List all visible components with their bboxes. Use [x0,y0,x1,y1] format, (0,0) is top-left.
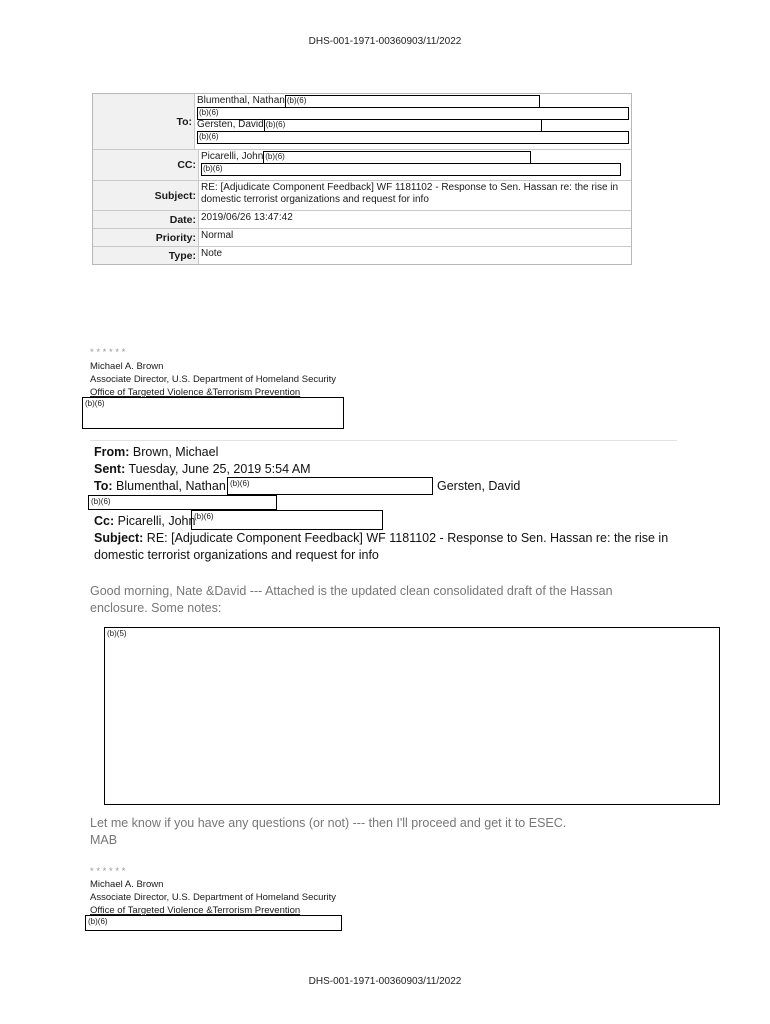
to-name-2: Gersten, David [197,119,264,130]
priority-value: Normal [201,230,234,241]
signature-stars: * * * * * * [90,866,126,877]
to-name-1: Blumenthal, Nathan [116,479,226,493]
signature-title: Associate Director, U.S. Department of Homeland Security [90,892,337,903]
from-label: From: [94,445,130,459]
redaction-box: (b)(6) [264,119,542,132]
type-label: Type: [93,247,199,264]
cc-name: Picarelli, John [201,151,264,162]
subject-line-2: domestic terrorist organizations and request for info [94,548,379,562]
redaction-box: (b)(6) [201,163,621,176]
cc-value [199,150,631,180]
to-name-1: Blumenthal, Nathan [197,95,285,106]
signature-name: Michael A. Brown [90,879,164,890]
page-footer: DHS-001-1971-00360903/11/2022 [308,976,462,987]
to-line [94,478,226,495]
redaction-box: (b)(6) [191,510,383,530]
redaction-box: (b)(6) [197,131,629,144]
to-row [93,94,631,150]
priority-label: Priority: [93,229,199,246]
type-row [93,247,631,264]
page-header: DHS-001-1971-00360903/11/2022 [308,36,462,47]
date-label: Date: [93,211,199,228]
from-value: Brown, Michael [132,445,219,459]
subject-line [94,530,668,547]
sent-line [94,461,311,478]
redaction-box: (b)(6) [82,397,344,429]
subject-row [93,181,631,211]
redaction-block: (b)(5) [104,627,720,805]
signature-name: Michael A. Brown [90,361,164,372]
signature-office: Office of Targeted Violence &Terrorism Prevention [90,905,301,916]
email-metadata-table [92,93,632,265]
divider [90,440,677,441]
subject-value [199,181,631,210]
date-value: 2019/06/26 13:47:42 [201,212,293,223]
signature-office: Office of Targeted Violence &Terrorism Prevention [90,387,301,398]
redaction-box: (b)(6) [285,95,540,108]
redaction-box: (b)(6) [85,915,342,931]
to-label: To: [93,94,195,149]
to-label: To: [94,479,113,493]
cc-label: Cc: [94,514,115,528]
redaction-box: (b)(6) [88,495,277,510]
body-paragraph-line-1: Good morning, Nate &David --- Attached is the updated clean consolidated draft of the Hassan [90,584,613,598]
initials: MAB [90,833,118,847]
subject-line-1: RE: [Adjudicate Component Feedback] WF 1181102 - Response to Sen. Hassan re: the rise in [201,182,619,193]
subject-line-2: domestic terrorist organizations and request for info [201,194,429,205]
priority-row [93,229,631,247]
body-paragraph-line-2: enclosure. Some notes: [90,601,222,615]
redaction-box: (b)(6) [197,107,629,120]
date-row [93,211,631,229]
redaction-box: (b)(6) [263,151,531,164]
sent-value: Tuesday, June 25, 2019 5:54 AM [128,462,311,476]
cc-name: Picarelli, John [117,514,196,528]
type-value: Note [201,248,223,259]
subject-label: Subject: [94,531,144,545]
signature-stars: * * * * * * [90,347,126,358]
subject-label: Subject: [93,181,199,210]
to-name-2: Gersten, David [437,479,521,493]
from-line [94,444,218,461]
cc-label: CC: [93,150,199,180]
sent-label: Sent: [94,462,126,476]
signature-title: Associate Director, U.S. Department of Homeland Security [90,374,337,385]
closing-paragraph: Let me know if you have any questions (or not) --- then I'll proceed and get it to ESEC. [90,816,567,830]
cc-row [93,150,631,181]
to-value [195,94,631,149]
cc-line [94,513,195,530]
redaction-box: (b)(6) [227,477,433,495]
subject-line-1: RE: [Adjudicate Component Feedback] WF 1181102 - Response to Sen. Hassan re: the rise in [146,531,669,545]
